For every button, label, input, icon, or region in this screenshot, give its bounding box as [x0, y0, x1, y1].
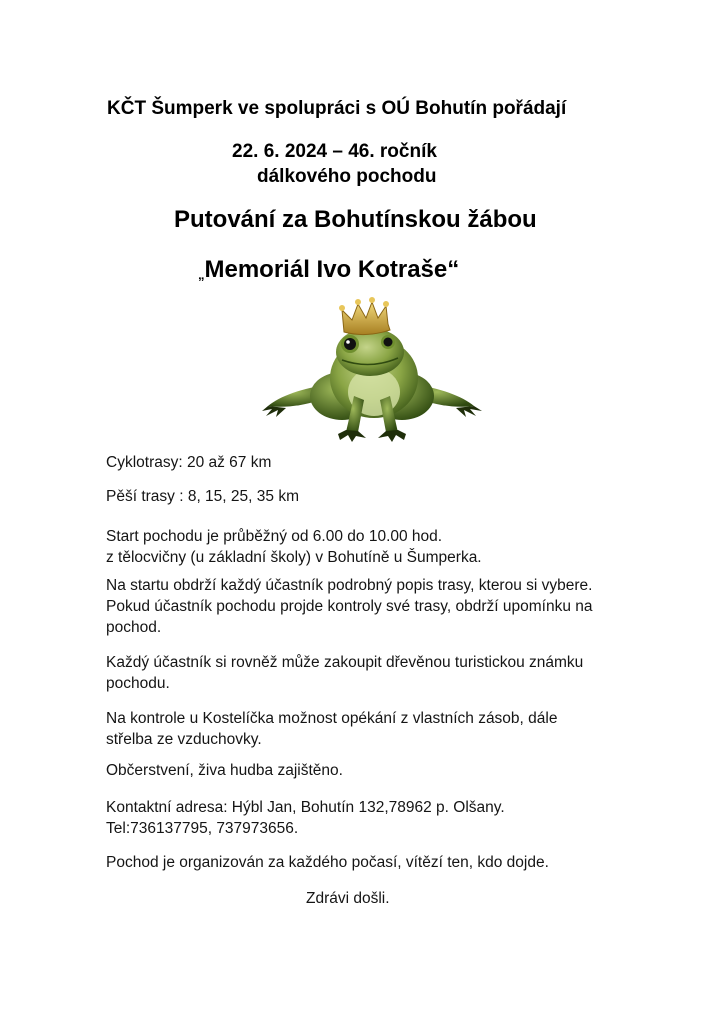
date-heading: 22. 6. 2024 – 46. ročník [232, 141, 437, 162]
memorial-title [198, 256, 459, 284]
frog-with-crown-icon [262, 296, 482, 446]
memorial-text: Memoriál Ivo Kotraše“ [204, 256, 460, 283]
paragraph-line: Start pochodu je průběžný od 6.00 do 10.00 hod. [106, 528, 443, 545]
contact-paragraph [106, 797, 505, 839]
paragraph-line: Pokud účastník pochodu projde kontroly své trasy, obdrží upomínku na [106, 598, 593, 615]
paragraph-line: Na startu obdrží každý účastník podrobný popis trasy, kterou si vybere. [106, 577, 593, 594]
organizer-heading: KČT Šumperk ve spolupráci s OÚ Bohutín pořádají [107, 98, 567, 119]
walking-routes-text: Pěší trasy : 8, 15, 25, 35 km [106, 488, 299, 505]
paragraph-line: Tel:736137795, 737973656. [106, 820, 299, 837]
weather-note-text: Pochod je organizován za každého počasí, vítězí ten, kdo dojde. [106, 854, 549, 871]
paragraph-line: Na kontrole u Kostelíčka možnost opékání z vlastních zásob, dále [106, 710, 558, 727]
paragraph-line: pochodu. [106, 675, 170, 692]
subtitle-heading: dálkového pochodu [257, 166, 437, 187]
paragraph-line: střelba ze vzduchovky. [106, 731, 262, 748]
paragraph-line: Každý účastník si rovněž může zakoupit dřevěnou turistickou známku [106, 654, 584, 671]
paragraph-line: z tělocvičny (u základní školy) v Bohutíně u Šumperka. [106, 549, 482, 566]
opening-quote: „ [198, 267, 205, 282]
cycle-routes-text: Cyklotrasy: 20 až 67 km [106, 454, 272, 471]
paragraph-line: pochod. [106, 619, 162, 636]
checkpoint-paragraph [106, 708, 557, 750]
greeting-text: Zdrávi došli. [306, 890, 390, 907]
route-info-paragraph [106, 575, 593, 638]
refreshments-text: Občerstvení, živa hudba zajištěno. [106, 762, 343, 779]
stamp-paragraph [106, 652, 583, 694]
paragraph-line: Kontaktní adresa: Hýbl Jan, Bohutín 132,78962 p. Olšany. [106, 799, 505, 816]
event-title: Putování za Bohutínskou žábou [174, 206, 537, 233]
start-info-paragraph [106, 526, 482, 568]
